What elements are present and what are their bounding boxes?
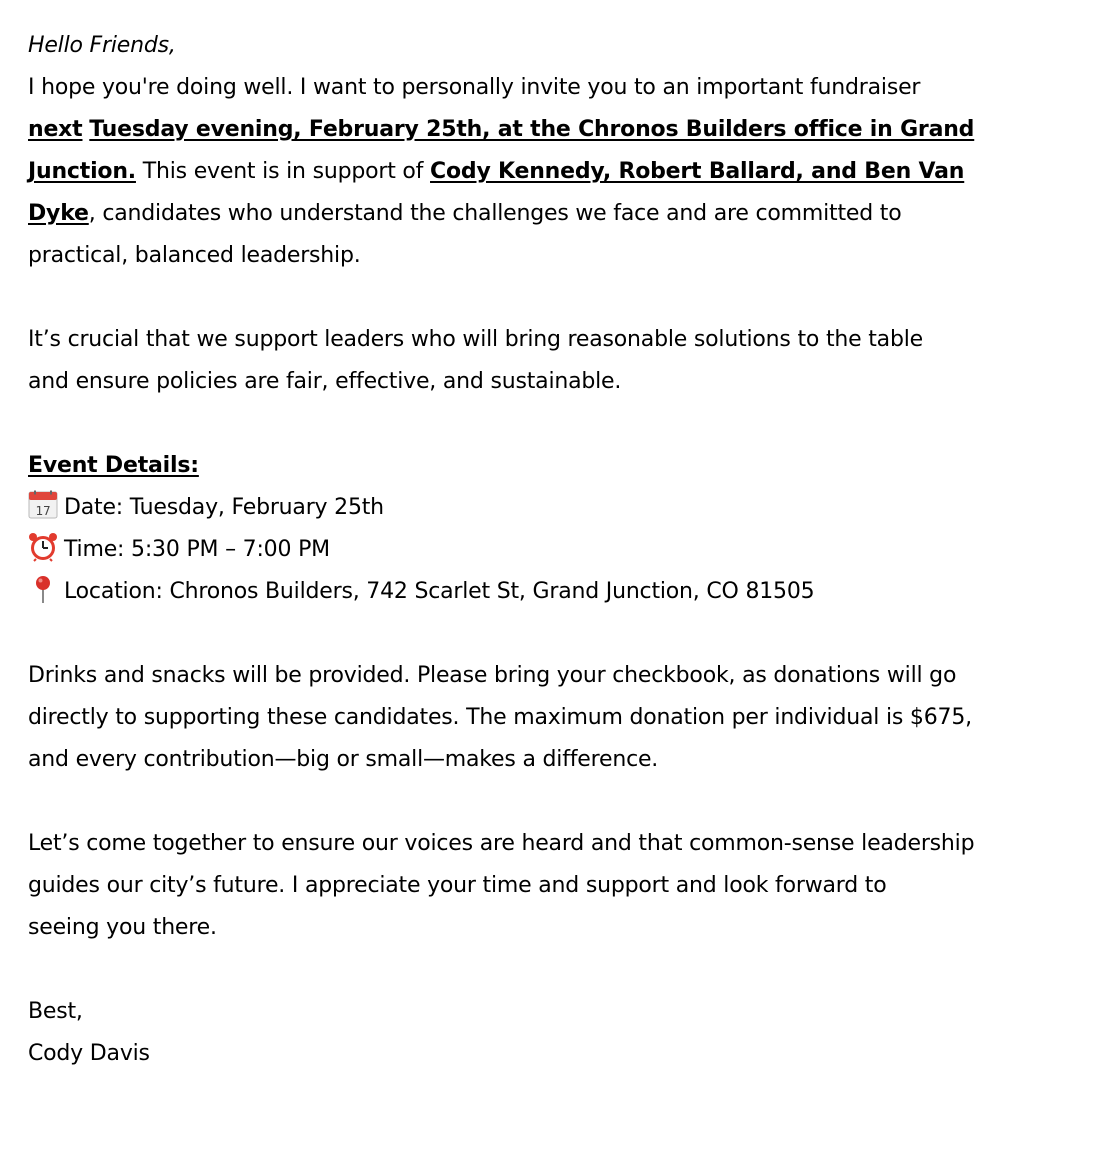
detail-location (28, 571, 988, 613)
closing: Best, (28, 999, 83, 1024)
signature: Cody Davis (28, 1041, 150, 1066)
candidate-end-text: Dyke (28, 201, 89, 226)
para4-line-3: seeing you there. (28, 915, 217, 940)
candidates-text: Cody Kennedy, Robert Ballard, and Ben Van (430, 159, 965, 184)
next-text: next (28, 117, 83, 142)
para2-line-2: and ensure policies are fair, effective, and sustainable. (28, 369, 622, 394)
detail-time-text: Time: 5:30 PM – 7:00 PM (64, 537, 330, 562)
paragraph-spacer (28, 277, 988, 319)
support-text: This event is in support of (142, 159, 424, 184)
event-details-heading-text: Event Details: (28, 453, 199, 478)
para3-line-3: and every contribution—big or small—makes a difference. (28, 747, 659, 772)
para4-line-2: guides our city’s future. I appreciate your time and support and look forward to (28, 873, 887, 898)
alarm-clock-icon (28, 532, 58, 562)
event-date-place-text: Tuesday evening, February 25th, at the Chronos Builders office in Grand (89, 117, 975, 142)
pin-icon (28, 574, 58, 604)
intro-line-4 (28, 193, 988, 235)
greeting: Hello Friends, (28, 33, 176, 58)
calendar-icon (28, 490, 58, 520)
event-place-end-text: Junction. (28, 159, 136, 184)
para4-line-1: Let’s come together to ensure our voices are heard and that common-sense leadership (28, 831, 975, 856)
paragraph-spacer (28, 781, 988, 823)
detail-location-text: Location: Chronos Builders, 742 Scarlet St, Grand Junction, CO 81505 (64, 579, 815, 604)
intro-line-5: practical, balanced leadership. (28, 243, 361, 268)
detail-date (28, 487, 988, 529)
svg-text:17: 17 (35, 504, 51, 518)
paragraph-spacer (28, 949, 988, 991)
intro-line-1: I hope you're doing well. I want to personally invite you to an important fundraiser (28, 75, 921, 100)
email-body (28, 25, 988, 1075)
paragraph-spacer (28, 613, 988, 655)
detail-date-text: Date: Tuesday, February 25th (64, 495, 384, 520)
detail-time (28, 529, 988, 571)
para2-line-1: It’s crucial that we support leaders who will bring reasonable solutions to the table (28, 327, 923, 352)
candidates-description-text: , candidates who understand the challenges we face and are committed to (88, 201, 902, 226)
paragraph-spacer (28, 403, 988, 445)
intro-line-3 (28, 151, 988, 193)
intro-line-2 (28, 109, 988, 151)
para3-line-1: Drinks and snacks will be provided. Please bring your checkbook, as donations will go (28, 663, 957, 688)
event-details-heading (28, 445, 988, 487)
para3-line-2: directly to supporting these candidates. The maximum donation per individual is $675, (28, 705, 972, 730)
